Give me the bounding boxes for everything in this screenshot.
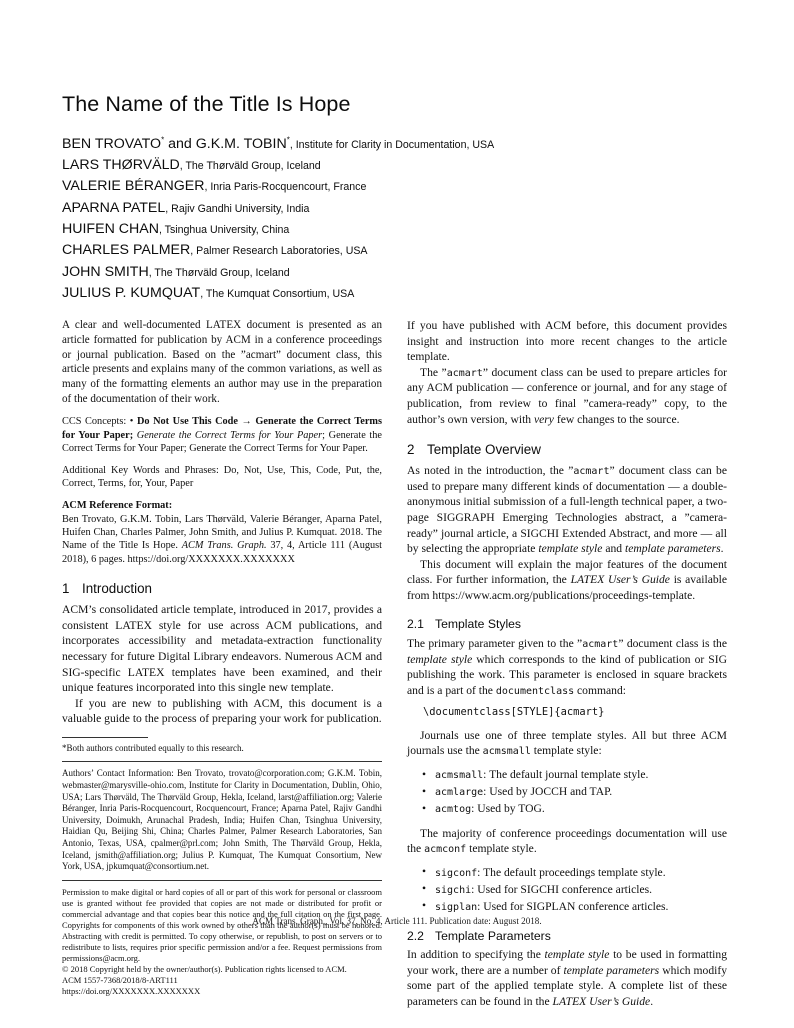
footnote-rule-short xyxy=(62,737,148,738)
style-code: acmlarge xyxy=(435,787,484,799)
list-item xyxy=(435,801,727,817)
acmart-code-mention: acmart xyxy=(573,466,610,478)
reference-line-1: Ben Trovato, G.K.M. Tobin, Lars Thørväld, Valerie Béranger, Aparna Patel, Huifen Chan, Charles Palmer, John Smith, and Julius P. Kumquat. 2018. The Name of the Title Is Hope. xyxy=(62,513,382,552)
overview-p2-a: This document will explain the major features of the document class. For further information, the xyxy=(407,557,727,587)
list-item xyxy=(435,784,727,800)
author-line xyxy=(62,262,732,283)
acmsmall-code-mention: acmsmall xyxy=(482,746,531,758)
author-name-2: G.K.M. TOBIN xyxy=(195,135,287,152)
ccs-sep-1: ; xyxy=(129,429,137,441)
ccs-label: CCS Concepts: • xyxy=(62,416,137,428)
author-name: JOHN SMITH xyxy=(62,263,149,280)
author-affiliation: , Palmer Research Laboratories, USA xyxy=(190,245,368,258)
intro-p4-italic: very xyxy=(533,412,554,426)
styles-p2-b: template style: xyxy=(530,744,602,758)
subsection-number: 2.1 xyxy=(407,617,424,632)
author-name: BEN TROVATO xyxy=(62,135,162,152)
reference-journal: ACM Trans. Graph. xyxy=(181,540,267,552)
styles-p3-b: template style. xyxy=(466,842,537,856)
documentclass-code-block: \documentclass[STYLE]{acmart} xyxy=(423,706,605,719)
author-affiliation: , Institute for Clarity in Documentation, USA xyxy=(289,138,495,151)
acmconf-code-mention: acmconf xyxy=(424,844,467,856)
params-p1-d: . xyxy=(650,994,654,1008)
conference-template-style-list xyxy=(407,865,727,915)
style-code: acmtog xyxy=(435,804,472,816)
subsection-title: Template Parameters xyxy=(435,928,551,943)
keywords: Additional Key Words and Phrases: Do, Not, Use, This, Code, Put, the, Correct, Terms, for, Your, Paper xyxy=(62,465,382,490)
section-title: Introduction xyxy=(82,581,152,597)
styles-p1-a: The primary parameter given to the ” xyxy=(407,637,583,651)
author-line xyxy=(62,283,732,304)
list-item xyxy=(435,899,727,915)
subsection-title: Template Styles xyxy=(435,617,522,632)
list-item xyxy=(435,767,727,783)
overview-p1-italic-2: template parameters xyxy=(624,542,721,556)
author-affiliation: , Tsinghua University, China xyxy=(158,223,290,236)
footnote-copyright: © 2018 Copyright held by the owner/author(s). Publication rights licensed to ACM. xyxy=(62,964,347,975)
intro-paragraph-4 xyxy=(407,365,727,427)
author-name: HUIFEN CHAN xyxy=(62,220,159,237)
page-title: The Name of the Title Is Hope xyxy=(62,92,351,116)
author-footnote-marker: * xyxy=(161,134,165,144)
params-p1-a: In addition to specifying the xyxy=(407,948,545,962)
styles-p2-a: Journals use one of three template styles. All but three ACM journals use the xyxy=(407,728,727,758)
acm-reference-heading: ACM Reference Format: xyxy=(62,500,173,512)
author-name: LARS THØRVÄLD xyxy=(62,157,180,174)
styles-p1-b: ” document class is the xyxy=(618,637,727,651)
author-line xyxy=(62,134,732,155)
intro-paragraph-3: If you have published with ACM before, this document provides insight and instruction into more recent changes to the article template. xyxy=(407,319,727,364)
section-heading-template-styles xyxy=(407,617,727,632)
author-affiliation: , Rajiv Gandhi University, India xyxy=(165,202,310,215)
author-name: JULIUS P. KUMQUAT xyxy=(62,284,201,301)
style-description: : Used by TOG. xyxy=(471,802,545,816)
footnote-equal-contribution: *Both authors contributed equally to this research. xyxy=(62,742,244,753)
styles-paragraph-2 xyxy=(407,728,727,759)
template-style-mention: template style xyxy=(407,652,473,666)
section-heading-template-overview xyxy=(407,442,727,458)
style-description: : The default journal template style. xyxy=(483,768,649,782)
style-description: : Used for SIGPLAN conference articles. xyxy=(477,899,669,913)
footnote-contact-info: Authors’ Contact Information: Ben Trovato, trovato@corporation.com; G.K.M. Tobin, webmaster@marysville-ohio.com, Institute for Clarity in Documentation, Dublin, Ohio, USA; Lars Thørväld, The Thørväld Group, Hekla, Iceland, larst@affiliation.org; Valerie Béranger, Inria Paris-Rocquencourt, Rocquencourt, France; Aparna Patel, Rajiv Gandhi University, Doimukh, Arunachal Pradesh, India; Huifen Chan, Tsinghua University, Haidian Qu, Beijing Shi, China; Charles Palmer, Palmer Research Laboratories, San Antonio, Texas, USA, cpalmer@prl.com; John Smith, The Thørväld Group, Hekla, Iceland, jsmith@affiliation.org; Julius P. Kumquat, The Kumquat Consortium, New York, USA, jpkumquat@consortium.net. xyxy=(62,768,382,872)
styles-paragraph-1 xyxy=(407,636,727,698)
style-code: sigconf xyxy=(435,867,478,879)
styles-paragraph-3 xyxy=(407,826,727,857)
author-name: APARNA PATEL xyxy=(62,199,166,216)
page-footer: ACM Trans. Graph., Vol. 37, No. 4, Article 111. Publication date: August 2018. xyxy=(252,916,542,926)
footnote-issn: ACM 1557-7368/2018/8-ART111 xyxy=(62,975,178,986)
author-affiliation: , Inria Paris-Rocquencourt, France xyxy=(204,181,367,194)
style-description: : Used for SIGCHI conference articles. xyxy=(471,882,653,896)
ccs-italic-term: Generate the Correct Terms for Your Paper xyxy=(136,429,323,441)
author-line xyxy=(62,198,732,219)
styles-p3-a: The majority of conference proceedings documentation will use the xyxy=(407,826,727,856)
overview-paragraph-1 xyxy=(407,463,727,556)
author-name: VALERIE BÉRANGER xyxy=(62,178,205,195)
styles-p1-c: which corresponds to the kind of publication or SIG publishing the work. This parameter is enclosed in square brackets and is a part of the xyxy=(407,652,727,697)
author-list xyxy=(62,134,732,304)
ccs-sep-2: ; xyxy=(322,429,329,441)
author-line xyxy=(62,176,732,197)
section-title: Template Overview xyxy=(427,442,541,458)
section-number: 1 xyxy=(62,581,70,597)
params-p1-b: to be used in formatting your work, there are a number of xyxy=(407,948,727,977)
style-code: sigchi xyxy=(435,884,472,896)
section-heading-template-parameters xyxy=(407,929,727,944)
overview-paragraph-2 xyxy=(407,557,727,604)
author-affiliation: , The Thørväld Group, Iceland xyxy=(148,266,290,279)
author-line xyxy=(62,240,732,261)
footnote-rule-permission xyxy=(62,880,382,881)
overview-p1-d: . xyxy=(720,542,724,556)
section-number: 2 xyxy=(407,442,415,458)
intro-paragraph-2: If you are new to publishing with ACM, this document is a valuable guide to the process of preparing your work for publication. xyxy=(62,696,382,726)
style-description: : The default proceedings template style. xyxy=(477,865,666,879)
author-footnote-marker-2: * xyxy=(286,134,290,144)
params-p1-c: which modify some part of the applied template style. A complete list of these parameters can be found in the xyxy=(407,963,728,1008)
author-affiliation: , The Kumquat Consortium, USA xyxy=(200,287,355,300)
ccs-concepts xyxy=(62,415,382,455)
template-parameters-mention: template parameters xyxy=(563,963,660,977)
author-line xyxy=(62,219,732,240)
author-line xyxy=(62,155,732,176)
intro-p4-b: ” document class can be used to prepare articles for any ACM publication — conference or journal, and for any stage of publication, from review to final ”camera-ready” copy, to the author’s own version, with xyxy=(407,365,727,426)
acmart-code-mention: acmart xyxy=(582,639,619,651)
footnote-rule-contact xyxy=(62,761,382,762)
overview-p1-a: As noted in the introduction, the ” xyxy=(407,464,574,478)
latex-guide-mention: LATEX User’s Guide xyxy=(570,573,670,587)
footnote-permission: Permission to make digital or hard copies of all or part of this work for personal or classroom use is granted without fee provided that copies are not made or distributed for profit or commercial advantage and that copies bear this notice and the full citation on the first page. Copyrights for components of this work owned by others than the author(s) must be honored. Abstracting with credit is permitted. To copy otherwise, or republish, to post on servers or to redistribute to lists, requires prior specific permission and/or a fee. Request permissions from permissions@acm.org. xyxy=(62,886,382,964)
style-description: : Used by JOCCH and TAP. xyxy=(483,785,613,799)
reference-line-2: 37, 4, Article 111 (August 2018), 6 pages. https://doi.org/XXXXXXX.XXXXXXX xyxy=(62,540,383,565)
subsection-number: 2.2 xyxy=(407,928,424,943)
overview-p1-c: and xyxy=(602,542,625,556)
styles-p1-d: command: xyxy=(574,683,626,697)
overview-p1-b: ” document class can be used to prepare many different kinds of documentation — a double-anonymous initial submission of a full-length technical paper, a two-page SIGGRAPH Emerging Technologies abstract, a ”camera-ready” journal article, a SIGCHI Extended Abstract, and more — all by selecting the appropriate xyxy=(407,464,727,556)
abstract-text: A clear and well-documented LATEX document is presented as an article formatted for publication by ACM in a conference proceedings or journal publication. Based on the ”acmart” document class, this article presents and explains many of the common variations, as well as many of the formatting elements an author may use in the preparation of the documentation of their work. xyxy=(62,319,382,406)
style-code: sigplan xyxy=(435,901,478,913)
author-conjunction: and xyxy=(164,135,196,152)
intro-p4-a: The ” xyxy=(420,365,447,379)
parameters-paragraph-1 xyxy=(407,947,727,1009)
journal-template-style-list xyxy=(407,767,727,817)
overview-p2-b: is available from https://www.acm.org/publications/proceedings-template. xyxy=(407,573,728,602)
left-column xyxy=(62,318,382,997)
author-affiliation: , The Thørväld Group, Iceland xyxy=(179,160,321,173)
section-heading-introduction xyxy=(62,581,382,597)
latex-guide-mention: LATEX User’s Guide xyxy=(552,994,651,1008)
intro-paragraph-1: ACM’s consolidated article template, introduced in 2017, provides a consistent LATEX style for use across ACM publications, and incorporates accessibility and metadata-extraction functionality necessary for future Digital Library endeavors. Numerous ACM and SIG-specific LATEX templates have been examined, and their unique features incorporated into this single new template. xyxy=(62,603,382,695)
list-item xyxy=(435,865,727,881)
template-style-mention: template style xyxy=(544,948,610,962)
overview-p1-italic-1: template style xyxy=(538,542,603,556)
acmart-code-mention: acmart xyxy=(446,367,483,379)
ccs-bold-term: Do Not Use This Code → Generate the Correct Terms for Your Paper xyxy=(62,416,382,441)
abstract xyxy=(62,318,382,407)
ccs-rest: Generate the Correct Terms for Your Paper; Generate the Correct Terms for Your Paper. xyxy=(62,429,383,455)
list-item xyxy=(435,882,727,898)
acm-reference-text xyxy=(62,513,382,567)
two-column-body xyxy=(62,318,732,1009)
author-name: CHARLES PALMER xyxy=(62,242,191,259)
footnote-doi: https://doi.org/XXXXXXX.XXXXXXX xyxy=(62,986,201,997)
documentclass-code-mention: documentclass xyxy=(495,685,575,697)
right-column xyxy=(407,318,727,1009)
style-code: acmsmall xyxy=(435,770,484,782)
intro-p4-c: few changes to the source. xyxy=(553,412,680,426)
